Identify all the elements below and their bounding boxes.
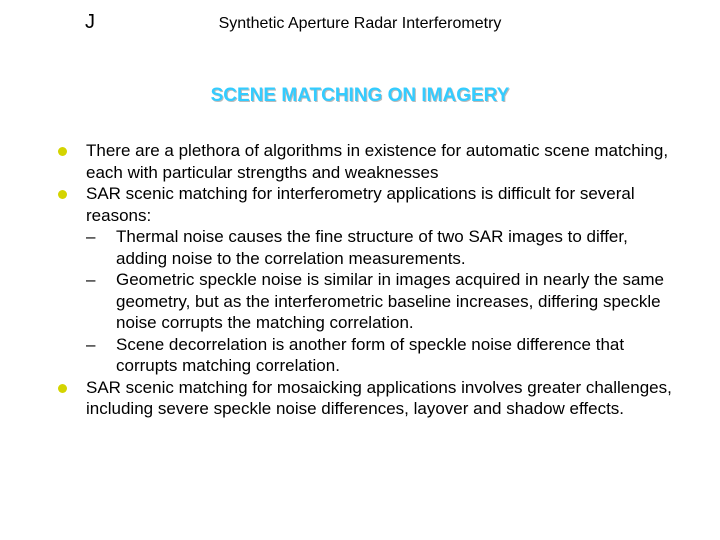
slide-title: SCENE MATCHING ON IMAGERY — [210, 85, 510, 106]
bullet-dot-icon — [58, 384, 67, 393]
dash-icon: – — [86, 334, 96, 354]
bullet-dot-icon — [58, 190, 67, 199]
bullet-item — [58, 140, 678, 183]
dash-icon: – — [86, 270, 96, 289]
sub-bullet-text: Geometric speckle noise is similar in images acquired in nearly the same geometry, but as the interferometric baseline increases, differing speckle noise corrupts the matching correlation. — [116, 270, 665, 332]
bullet-item — [58, 183, 678, 226]
bullet-text: SAR scenic matching for interferometry applications is difficult for several reasons: — [86, 184, 635, 225]
dash-icon: – — [86, 227, 96, 246]
sub-bullet-text: Scene decorrelation is another form of speckle noise difference that corrupts matching correlation. — [116, 334, 625, 375]
bullet-text: There are a plethora of algorithms in existence for automatic scene matching, each with particular strengths and weaknesses — [86, 141, 669, 182]
bullet-item — [58, 377, 678, 420]
bullet-dot-icon — [58, 147, 67, 156]
sub-bullet-item — [58, 334, 678, 377]
sub-bullet-text: Thermal noise causes the fine structure of two SAR images to differ, adding noise to the correlation measurements. — [116, 227, 628, 268]
slide-content — [58, 140, 678, 420]
bullet-text: SAR scenic matching for mosaicking applications involves greater challenges, including severe speckle noise differences, layover and shadow effects. — [86, 377, 672, 418]
sub-bullet-item — [58, 269, 678, 334]
sub-bullet-item — [58, 226, 678, 269]
corner-mark: J — [85, 11, 95, 33]
header-title: Synthetic Aperture Radar Interferometry — [218, 15, 502, 32]
